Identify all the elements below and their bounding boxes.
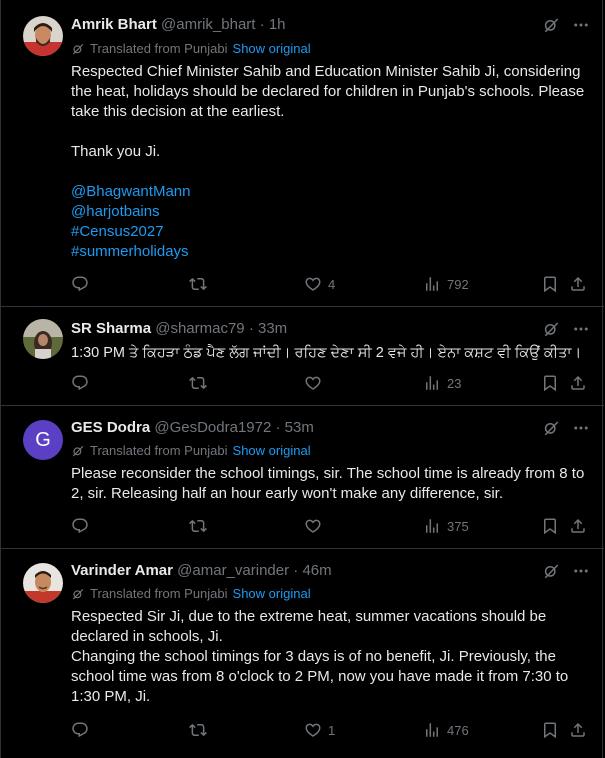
views-button[interactable] [423, 516, 469, 536]
retweet-button[interactable] [189, 373, 207, 393]
view-count: 375 [447, 518, 469, 534]
views-icon [423, 517, 441, 535]
reply-tweet[interactable] [1, 549, 604, 758]
reply-icon [71, 517, 89, 535]
avatar[interactable] [23, 563, 63, 603]
tweet-header-actions [542, 319, 590, 339]
grok-icon[interactable] [542, 320, 560, 338]
reply-icon [71, 275, 89, 293]
show-original-link[interactable]: Show original [232, 443, 311, 458]
display-name[interactable]: SR Sharma [71, 320, 152, 337]
reply-button[interactable] [71, 720, 89, 740]
like-button[interactable] [304, 720, 335, 740]
like-icon [304, 374, 322, 392]
grok-icon[interactable] [542, 16, 560, 34]
translation-notice [71, 40, 311, 58]
tweet-header [71, 319, 287, 339]
translated-label: Translated from Punjabi [90, 443, 228, 458]
translate-icon [71, 587, 85, 601]
translate-icon [71, 444, 85, 458]
bookmark-button[interactable] [541, 373, 559, 393]
tweet-text: 1:30 PM ਤੇ ਕਿਹੜਾ ਠੰਡ ਪੈਣ ਲੱਗ ਜਾਂਦੀ। ਰਹਿਣ ਦੇਣਾ ਸੀ 2 ਵਜੇ ਹੀ। ਏਨਾ ਕਸ਼ਟ ਵੀ ਕਿਉਂ ਕੀਤਾ। [71, 345, 582, 361]
bookmark-icon [541, 517, 559, 535]
reply-icon [71, 374, 89, 392]
share-button[interactable] [569, 720, 587, 740]
tweet-actions [71, 516, 591, 536]
share-button[interactable] [569, 274, 587, 294]
more-icon[interactable] [572, 320, 590, 338]
tweet-actions [71, 373, 591, 393]
tweet-header-actions [542, 561, 590, 581]
grok-icon[interactable] [542, 419, 560, 437]
share-icon [569, 275, 587, 293]
like-button[interactable] [304, 373, 322, 393]
translate-icon [71, 42, 85, 56]
display-name[interactable]: GES Dodra [71, 419, 151, 436]
tweet-header [71, 418, 314, 438]
views-button[interactable] [423, 720, 469, 740]
reply-tweet[interactable] [1, 0, 604, 307]
view-count: 23 [447, 375, 462, 391]
reply-tweet[interactable] [1, 307, 604, 406]
retweet-button[interactable] [189, 274, 207, 294]
hashtag-link[interactable]: #Census2027 [71, 223, 164, 240]
translated-label: Translated from Punjabi [90, 41, 228, 56]
reply-button[interactable] [71, 373, 89, 393]
views-button[interactable] [423, 274, 469, 294]
like-count: 4 [328, 276, 336, 292]
like-icon [304, 517, 322, 535]
translation-notice [71, 442, 311, 460]
views-button[interactable] [423, 373, 461, 393]
tweet-header-actions [542, 15, 590, 35]
share-button[interactable] [569, 516, 587, 536]
reply-tweet[interactable] [1, 406, 604, 549]
grok-icon[interactable] [542, 562, 560, 580]
translated-label: Translated from Punjabi [90, 586, 228, 601]
tweet-actions [71, 720, 591, 740]
separator-dot: · [293, 562, 299, 579]
timestamp[interactable]: 33m [258, 320, 288, 337]
show-original-link[interactable]: Show original [232, 586, 311, 601]
avatar[interactable] [23, 16, 63, 56]
user-handle[interactable]: @sharmac79 [155, 320, 245, 337]
timestamp[interactable]: 46m [302, 562, 332, 579]
retweet-button[interactable] [189, 720, 207, 740]
avatar[interactable]: G [23, 420, 63, 460]
display-name[interactable]: Amrik Bhart [71, 16, 157, 33]
more-icon[interactable] [572, 16, 590, 34]
more-icon[interactable] [572, 419, 590, 437]
views-icon [423, 275, 441, 293]
separator-dot: · [248, 320, 254, 337]
view-count: 792 [447, 276, 469, 292]
like-icon [304, 275, 322, 293]
like-icon [304, 721, 322, 739]
bookmark-button[interactable] [541, 274, 559, 294]
bookmark-button[interactable] [541, 516, 559, 536]
share-button[interactable] [569, 373, 587, 393]
views-icon [423, 721, 441, 739]
tweet-text: Respected Sir Ji, due to the extreme heat, summer vacations should be declared in schools, Ji. Changing the school timings for 3 days is of no benefit, Ji. Previously, the school time was from 8 o'clock to 2 PM, now you have made it from 7:30 to 1:30 PM, Ji. [71, 608, 569, 705]
retweet-icon [189, 517, 207, 535]
tweet-header-actions [542, 418, 590, 438]
bookmark-icon [541, 275, 559, 293]
share-icon [569, 517, 587, 535]
mention-link[interactable]: @BhagwantMann [71, 183, 191, 200]
avatar[interactable] [23, 319, 63, 359]
share-icon [569, 721, 587, 739]
reply-button[interactable] [71, 516, 89, 536]
tweet-closing-text: Thank you Ji. [71, 143, 161, 160]
retweet-icon [189, 374, 207, 392]
reply-icon [71, 721, 89, 739]
retweet-icon [189, 275, 207, 293]
translation-notice [71, 585, 311, 603]
display-name[interactable]: Varinder Amar [71, 562, 173, 579]
user-handle[interactable]: @amrik_bhart [161, 16, 256, 33]
share-icon [569, 374, 587, 392]
retweet-icon [189, 721, 207, 739]
bookmark-icon [541, 374, 559, 392]
more-icon[interactable] [572, 562, 590, 580]
view-count: 476 [447, 722, 469, 738]
tweet-header [71, 15, 286, 35]
separator-dot: · [259, 16, 265, 33]
hashtag-link[interactable]: #summerholidays [71, 243, 189, 260]
bookmark-icon [541, 721, 559, 739]
tweet-header [71, 561, 332, 581]
show-original-link[interactable]: Show original [232, 41, 311, 56]
mention-link[interactable]: @harjotbains [71, 203, 160, 220]
timestamp[interactable]: 1h [268, 16, 286, 33]
like-button[interactable] [304, 516, 322, 536]
views-icon [423, 374, 441, 392]
like-count: 1 [328, 722, 336, 738]
separator-dot: · [275, 419, 281, 436]
tweet-text: Respected Chief Minister Sahib and Education Minister Sahib Ji, considering the heat, holidays should be declared for children in Punjab's schools. Please take this decision at the earliest. [71, 63, 589, 120]
tweet-text: Please reconsider the school timings, sir. The school time is already from 8 to 2, sir. Releasing half an hour early won't make any difference, sir. [71, 465, 589, 502]
user-handle[interactable]: @amar_varinder [177, 562, 290, 579]
user-handle[interactable]: @GesDodra1972 [154, 419, 272, 436]
timestamp[interactable]: 53m [284, 419, 314, 436]
reply-button[interactable] [71, 274, 89, 294]
retweet-button[interactable] [189, 516, 207, 536]
tweet-actions [71, 274, 591, 294]
bookmark-button[interactable] [541, 720, 559, 740]
like-button[interactable] [304, 274, 335, 294]
